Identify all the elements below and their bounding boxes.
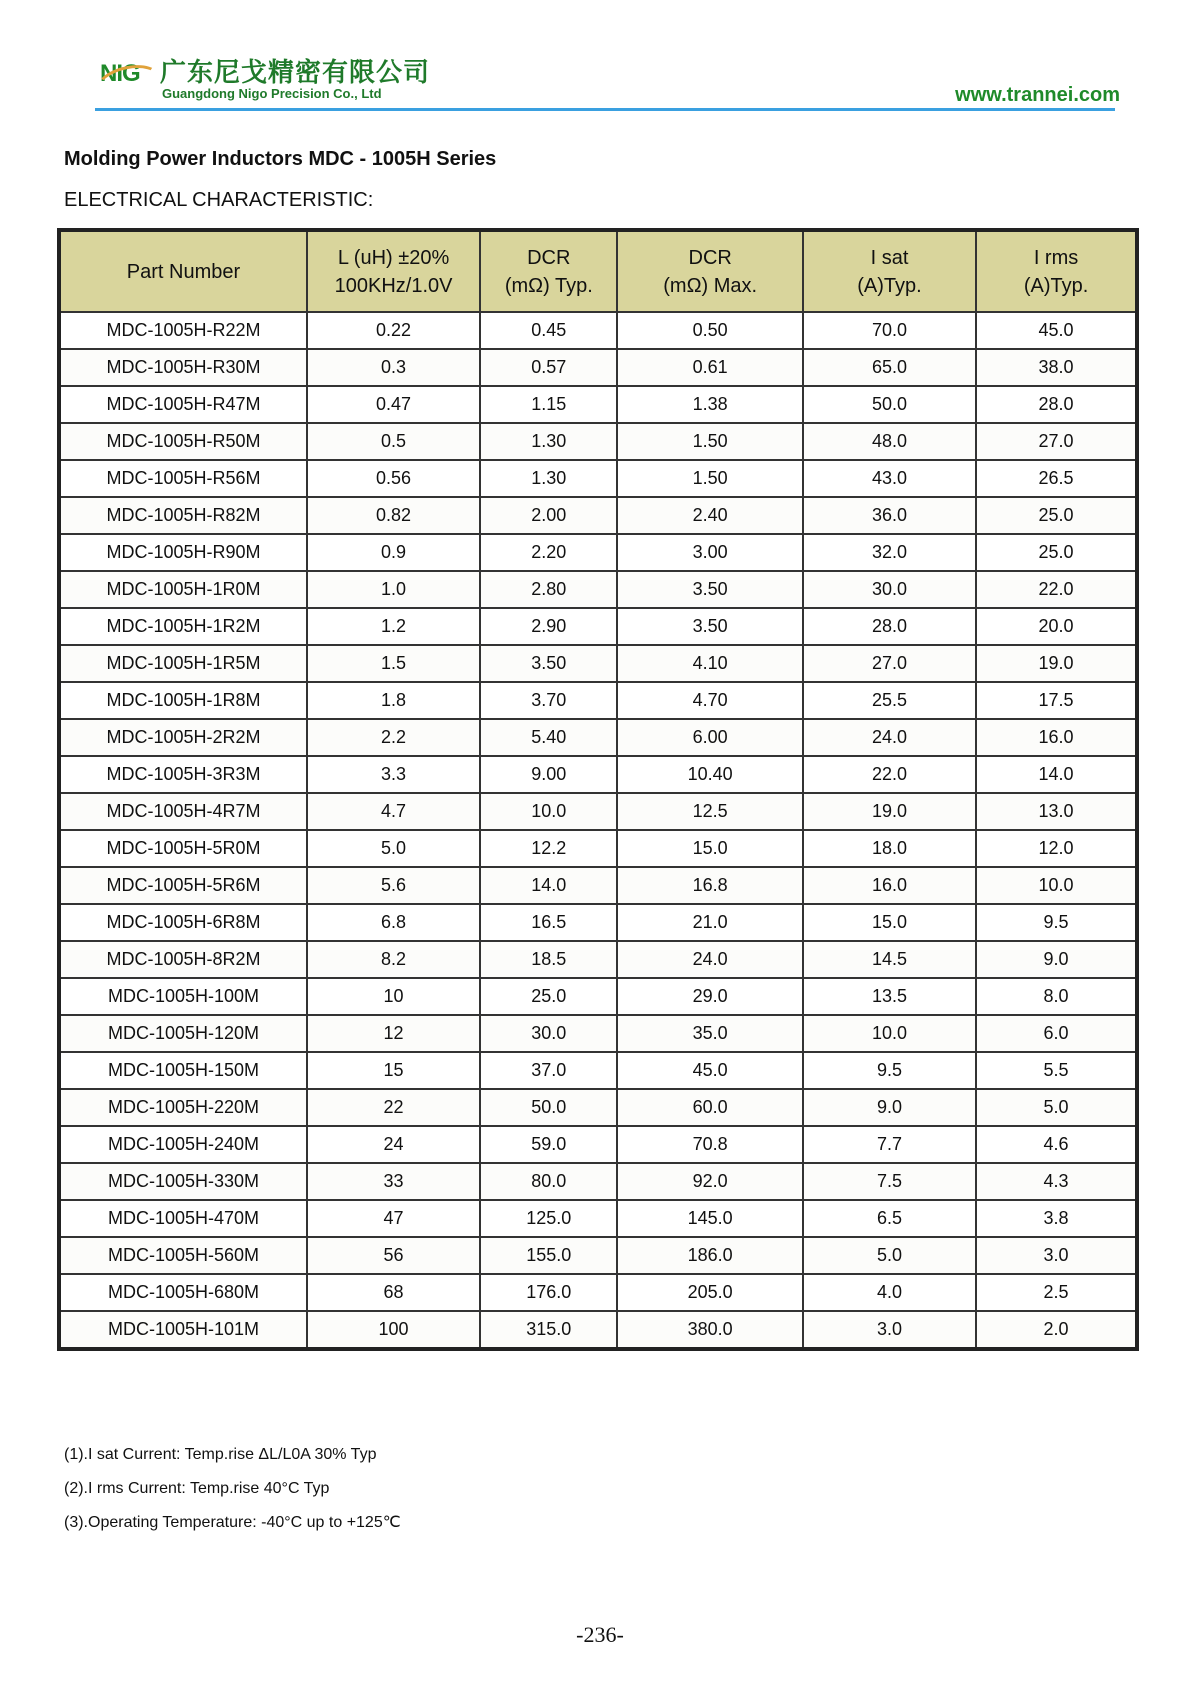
- inductance-cell: 33: [307, 1163, 480, 1200]
- section-title: ELECTRICAL CHARACTERISTIC:: [64, 189, 374, 211]
- isat-cell: 22.0: [803, 756, 976, 793]
- isat-cell: 25.5: [803, 682, 976, 719]
- dcr-max-cell: 15.0: [617, 830, 802, 867]
- table-row: [59, 460, 1137, 497]
- column-header: [59, 230, 307, 312]
- dcr-typ-cell: 176.0: [480, 1274, 617, 1311]
- dcr-typ-cell: 59.0: [480, 1126, 617, 1163]
- part-number-cell: MDC-1005H-101M: [59, 1311, 307, 1349]
- dcr-typ-cell: 1.30: [480, 460, 617, 497]
- header-divider: [95, 108, 1115, 111]
- table-row: [59, 1015, 1137, 1052]
- inductance-cell: 0.22: [307, 312, 480, 349]
- irms-cell: 26.5: [976, 460, 1137, 497]
- inductance-cell: 47: [307, 1200, 480, 1237]
- column-header-line1: DCR: [527, 246, 571, 269]
- table-row: [59, 793, 1137, 830]
- part-number-cell: MDC-1005H-220M: [59, 1089, 307, 1126]
- irms-cell: 13.0: [976, 793, 1137, 830]
- column-header: [976, 230, 1137, 312]
- part-number-cell: MDC-1005H-R30M: [59, 349, 307, 386]
- column-header: [803, 230, 976, 312]
- dcr-max-cell: 0.61: [617, 349, 802, 386]
- table-row: [59, 978, 1137, 1015]
- irms-cell: 38.0: [976, 349, 1137, 386]
- table-row: [59, 312, 1137, 349]
- dcr-max-cell: 186.0: [617, 1237, 802, 1274]
- dcr-typ-cell: 16.5: [480, 904, 617, 941]
- table-row: [59, 941, 1137, 978]
- inductance-cell: 0.9: [307, 534, 480, 571]
- isat-cell: 13.5: [803, 978, 976, 1015]
- column-header-line2: (mΩ) Max.: [663, 274, 758, 297]
- isat-cell: 18.0: [803, 830, 976, 867]
- part-number-cell: MDC-1005H-470M: [59, 1200, 307, 1237]
- part-number-cell: MDC-1005H-330M: [59, 1163, 307, 1200]
- part-number-cell: MDC-1005H-R47M: [59, 386, 307, 423]
- inductance-cell: 8.2: [307, 941, 480, 978]
- column-header-line1: L (uH) ±20%: [337, 246, 450, 269]
- inductance-cell: 5.0: [307, 830, 480, 867]
- table-row: [59, 1052, 1137, 1089]
- dcr-max-cell: 24.0: [617, 941, 802, 978]
- irms-cell: 27.0: [976, 423, 1137, 460]
- column-header-line1: DCR: [688, 246, 732, 269]
- irms-cell: 25.0: [976, 534, 1137, 571]
- irms-cell: 8.0: [976, 978, 1137, 1015]
- dcr-typ-cell: 18.5: [480, 941, 617, 978]
- company-name-english: Guangdong Nigo Precision Co., Ltd: [162, 86, 382, 101]
- part-number-cell: MDC-1005H-8R2M: [59, 941, 307, 978]
- table-row: [59, 386, 1137, 423]
- dcr-max-cell: 205.0: [617, 1274, 802, 1311]
- inductance-cell: 24: [307, 1126, 480, 1163]
- isat-cell: 28.0: [803, 608, 976, 645]
- table-row: [59, 830, 1137, 867]
- irms-cell: 14.0: [976, 756, 1137, 793]
- footnote-operating-temperature: (3).Operating Temperature: -40°C up to +125℃: [64, 1514, 401, 1531]
- irms-cell: 4.3: [976, 1163, 1137, 1200]
- column-header-line2: (A)Typ.: [1023, 274, 1089, 297]
- dcr-max-cell: 16.8: [617, 867, 802, 904]
- part-number-cell: MDC-1005H-3R3M: [59, 756, 307, 793]
- dcr-typ-cell: 80.0: [480, 1163, 617, 1200]
- inductance-cell: 1.5: [307, 645, 480, 682]
- part-number-cell: MDC-1005H-1R8M: [59, 682, 307, 719]
- logo-text: NIG: [100, 60, 140, 87]
- dcr-max-cell: 1.50: [617, 423, 802, 460]
- dcr-typ-cell: 30.0: [480, 1015, 617, 1052]
- irms-cell: 5.5: [976, 1052, 1137, 1089]
- column-header-line1: I sat: [870, 246, 909, 269]
- table-row: [59, 1237, 1137, 1274]
- inductance-cell: 6.8: [307, 904, 480, 941]
- dcr-max-cell: 1.38: [617, 386, 802, 423]
- part-number-cell: MDC-1005H-150M: [59, 1052, 307, 1089]
- dcr-typ-cell: 3.50: [480, 645, 617, 682]
- dcr-typ-cell: 1.15: [480, 386, 617, 423]
- inductance-cell: 22: [307, 1089, 480, 1126]
- part-number-cell: MDC-1005H-5R0M: [59, 830, 307, 867]
- dcr-max-cell: 3.50: [617, 571, 802, 608]
- column-header-line1: I rms: [1033, 246, 1079, 269]
- isat-cell: 19.0: [803, 793, 976, 830]
- irms-cell: 4.6: [976, 1126, 1137, 1163]
- table-row: [59, 349, 1137, 386]
- part-number-cell: MDC-1005H-100M: [59, 978, 307, 1015]
- dcr-typ-cell: 2.00: [480, 497, 617, 534]
- column-header-line2: 100KHz/1.0V: [334, 274, 453, 297]
- inductance-cell: 1.8: [307, 682, 480, 719]
- footnotes: [64, 1438, 401, 1540]
- dcr-typ-cell: 2.90: [480, 608, 617, 645]
- isat-cell: 3.0: [803, 1311, 976, 1349]
- irms-cell: 25.0: [976, 497, 1137, 534]
- part-number-cell: MDC-1005H-680M: [59, 1274, 307, 1311]
- table-row: [59, 571, 1137, 608]
- table-row: [59, 756, 1137, 793]
- part-number-cell: MDC-1005H-120M: [59, 1015, 307, 1052]
- page-header: [0, 0, 1200, 120]
- dcr-typ-cell: 0.45: [480, 312, 617, 349]
- dcr-typ-cell: 1.30: [480, 423, 617, 460]
- dcr-max-cell: 4.10: [617, 645, 802, 682]
- dcr-max-cell: 6.00: [617, 719, 802, 756]
- part-number-cell: MDC-1005H-6R8M: [59, 904, 307, 941]
- document-title: Molding Power Inductors MDC - 1005H Series: [64, 148, 497, 170]
- dcr-typ-cell: 10.0: [480, 793, 617, 830]
- page-number: -236-: [576, 1622, 624, 1647]
- part-number-cell: MDC-1005H-5R6M: [59, 867, 307, 904]
- column-header: [480, 230, 617, 312]
- irms-cell: 28.0: [976, 386, 1137, 423]
- irms-cell: 19.0: [976, 645, 1137, 682]
- inductance-cell: 12: [307, 1015, 480, 1052]
- dcr-max-cell: 70.8: [617, 1126, 802, 1163]
- isat-cell: 5.0: [803, 1237, 976, 1274]
- table-row: [59, 1126, 1137, 1163]
- isat-cell: 48.0: [803, 423, 976, 460]
- isat-cell: 16.0: [803, 867, 976, 904]
- table-row: [59, 645, 1137, 682]
- column-header-line1: Part Number: [126, 260, 241, 283]
- isat-cell: 14.5: [803, 941, 976, 978]
- table-header-row: [59, 230, 1137, 312]
- irms-cell: 9.0: [976, 941, 1137, 978]
- irms-cell: 10.0: [976, 867, 1137, 904]
- isat-cell: 43.0: [803, 460, 976, 497]
- part-number-cell: MDC-1005H-R90M: [59, 534, 307, 571]
- dcr-max-cell: 12.5: [617, 793, 802, 830]
- table-row: [59, 682, 1137, 719]
- irms-cell: 45.0: [976, 312, 1137, 349]
- inductance-cell: 68: [307, 1274, 480, 1311]
- company-logo: [100, 60, 140, 88]
- part-number-cell: MDC-1005H-1R0M: [59, 571, 307, 608]
- dcr-max-cell: 3.50: [617, 608, 802, 645]
- dcr-max-cell: 60.0: [617, 1089, 802, 1126]
- part-number-cell: MDC-1005H-2R2M: [59, 719, 307, 756]
- isat-cell: 9.5: [803, 1052, 976, 1089]
- part-number-cell: MDC-1005H-560M: [59, 1237, 307, 1274]
- isat-cell: 36.0: [803, 497, 976, 534]
- dcr-max-cell: 10.40: [617, 756, 802, 793]
- column-header: [307, 230, 480, 312]
- inductance-cell: 0.3: [307, 349, 480, 386]
- dcr-max-cell: 29.0: [617, 978, 802, 1015]
- table-row: [59, 497, 1137, 534]
- table-row: [59, 1274, 1137, 1311]
- footnote-irms: (2).I rms Current: Temp.rise 40°C Typ: [64, 1480, 330, 1497]
- column-header: [617, 230, 802, 312]
- part-number-cell: MDC-1005H-1R5M: [59, 645, 307, 682]
- table-row: [59, 1089, 1137, 1126]
- part-number-cell: MDC-1005H-R56M: [59, 460, 307, 497]
- irms-cell: 5.0: [976, 1089, 1137, 1126]
- irms-cell: 20.0: [976, 608, 1137, 645]
- electrical-characteristics-table: [57, 228, 1139, 1351]
- part-number-cell: MDC-1005H-4R7M: [59, 793, 307, 830]
- part-number-cell: MDC-1005H-R22M: [59, 312, 307, 349]
- irms-cell: 3.8: [976, 1200, 1137, 1237]
- part-number-cell: MDC-1005H-1R2M: [59, 608, 307, 645]
- inductance-cell: 1.2: [307, 608, 480, 645]
- dcr-typ-cell: 315.0: [480, 1311, 617, 1349]
- irms-cell: 2.5: [976, 1274, 1137, 1311]
- dcr-typ-cell: 2.80: [480, 571, 617, 608]
- dcr-max-cell: 21.0: [617, 904, 802, 941]
- table-row: [59, 534, 1137, 571]
- inductance-cell: 0.82: [307, 497, 480, 534]
- inductance-cell: 0.47: [307, 386, 480, 423]
- isat-cell: 4.0: [803, 1274, 976, 1311]
- table-row: [59, 1163, 1137, 1200]
- inductance-cell: 15: [307, 1052, 480, 1089]
- part-number-cell: MDC-1005H-R82M: [59, 497, 307, 534]
- column-header-line2: (mΩ) Typ.: [504, 274, 593, 297]
- inductance-cell: 0.5: [307, 423, 480, 460]
- inductance-cell: 2.2: [307, 719, 480, 756]
- dcr-typ-cell: 25.0: [480, 978, 617, 1015]
- irms-cell: 3.0: [976, 1237, 1137, 1274]
- isat-cell: 7.7: [803, 1126, 976, 1163]
- dcr-typ-cell: 37.0: [480, 1052, 617, 1089]
- isat-cell: 65.0: [803, 349, 976, 386]
- dcr-max-cell: 4.70: [617, 682, 802, 719]
- dcr-max-cell: 3.00: [617, 534, 802, 571]
- table-row: [59, 904, 1137, 941]
- column-header-line2: (A)Typ.: [857, 274, 922, 297]
- inductance-cell: 1.0: [307, 571, 480, 608]
- part-number-cell: MDC-1005H-240M: [59, 1126, 307, 1163]
- table-body: [59, 312, 1137, 1349]
- dcr-max-cell: 0.50: [617, 312, 802, 349]
- dcr-max-cell: 92.0: [617, 1163, 802, 1200]
- inductance-cell: 100: [307, 1311, 480, 1349]
- dcr-max-cell: 380.0: [617, 1311, 802, 1349]
- dcr-max-cell: 45.0: [617, 1052, 802, 1089]
- irms-cell: 17.5: [976, 682, 1137, 719]
- dcr-typ-cell: 50.0: [480, 1089, 617, 1126]
- isat-cell: 15.0: [803, 904, 976, 941]
- website-link[interactable]: www.trannei.com: [955, 84, 1120, 106]
- dcr-typ-cell: 14.0: [480, 867, 617, 904]
- irms-cell: 16.0: [976, 719, 1137, 756]
- table-row: [59, 867, 1137, 904]
- inductance-cell: 3.3: [307, 756, 480, 793]
- irms-cell: 2.0: [976, 1311, 1137, 1349]
- dcr-max-cell: 1.50: [617, 460, 802, 497]
- irms-cell: 12.0: [976, 830, 1137, 867]
- isat-cell: 6.5: [803, 1200, 976, 1237]
- table-row: [59, 608, 1137, 645]
- table-row: [59, 719, 1137, 756]
- irms-cell: 6.0: [976, 1015, 1137, 1052]
- isat-cell: 70.0: [803, 312, 976, 349]
- isat-cell: 30.0: [803, 571, 976, 608]
- dcr-typ-cell: 3.70: [480, 682, 617, 719]
- part-number-cell: MDC-1005H-R50M: [59, 423, 307, 460]
- isat-cell: 9.0: [803, 1089, 976, 1126]
- dcr-typ-cell: 125.0: [480, 1200, 617, 1237]
- dcr-max-cell: 35.0: [617, 1015, 802, 1052]
- dcr-max-cell: 145.0: [617, 1200, 802, 1237]
- isat-cell: 32.0: [803, 534, 976, 571]
- inductance-cell: 10: [307, 978, 480, 1015]
- isat-cell: 50.0: [803, 386, 976, 423]
- inductance-cell: 4.7: [307, 793, 480, 830]
- inductance-cell: 56: [307, 1237, 480, 1274]
- dcr-typ-cell: 9.00: [480, 756, 617, 793]
- table-row: [59, 423, 1137, 460]
- inductance-cell: 0.56: [307, 460, 480, 497]
- dcr-max-cell: 2.40: [617, 497, 802, 534]
- table-row: [59, 1311, 1137, 1349]
- isat-cell: 7.5: [803, 1163, 976, 1200]
- dcr-typ-cell: 12.2: [480, 830, 617, 867]
- irms-cell: 22.0: [976, 571, 1137, 608]
- table-row: [59, 1200, 1137, 1237]
- isat-cell: 10.0: [803, 1015, 976, 1052]
- isat-cell: 24.0: [803, 719, 976, 756]
- inductance-cell: 5.6: [307, 867, 480, 904]
- company-name-chinese: 广东尼戈精密有限公司: [160, 57, 431, 87]
- dcr-typ-cell: 5.40: [480, 719, 617, 756]
- dcr-typ-cell: 155.0: [480, 1237, 617, 1274]
- isat-cell: 27.0: [803, 645, 976, 682]
- footnote-isat: (1).I sat Current: Temp.rise ΔL/L0A 30% Typ: [64, 1446, 377, 1463]
- irms-cell: 9.5: [976, 904, 1137, 941]
- dcr-typ-cell: 2.20: [480, 534, 617, 571]
- dcr-typ-cell: 0.57: [480, 349, 617, 386]
